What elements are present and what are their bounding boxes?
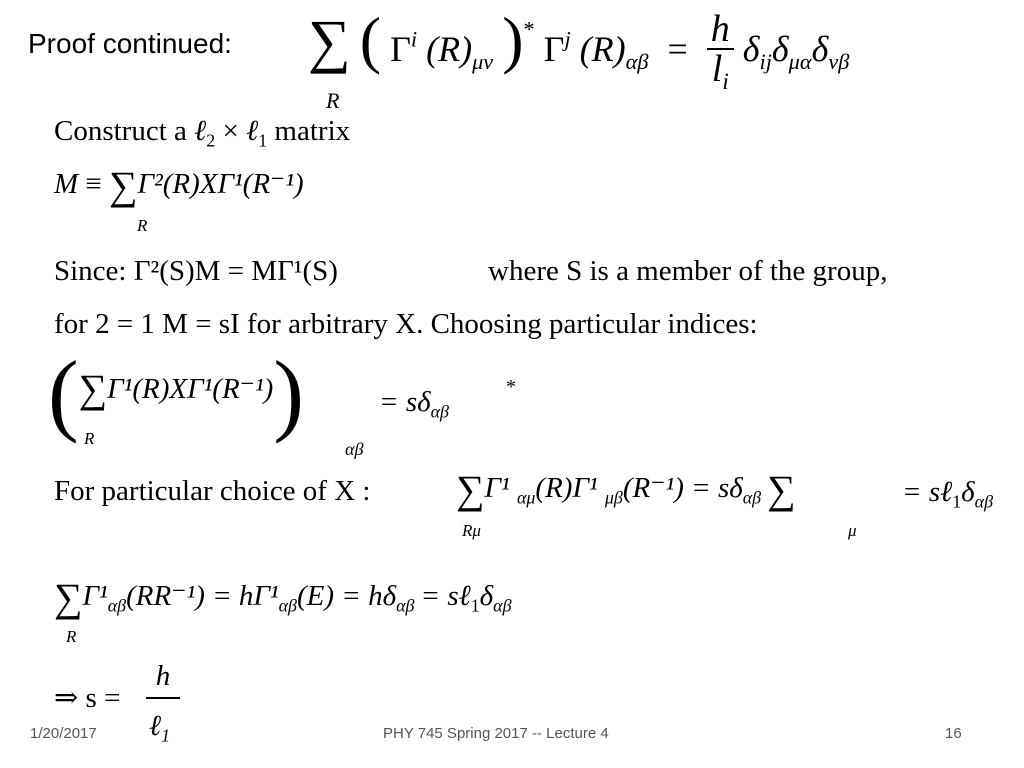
index-munu: μν <box>472 48 494 74</box>
footer-date: 1/20/2017 <box>30 725 97 742</box>
gamma-index-j: j <box>564 26 571 52</box>
times-sign: × <box>215 115 247 147</box>
sum-symbol-6: ∑ <box>54 575 83 620</box>
rhs-sl1-delta <box>902 478 993 510</box>
sum-symbol-4: ∑ <box>456 467 485 512</box>
arg-r-2: (R) <box>579 29 626 69</box>
header-equation <box>308 4 850 96</box>
star-mark: * <box>506 376 516 398</box>
trace-ab1: αβ <box>107 595 127 616</box>
indexed-rhs-main: = sδ <box>379 386 431 418</box>
trace-p4: = sℓ <box>420 580 471 612</box>
gamma-index-i: i <box>410 26 418 52</box>
index-am: αμ <box>516 487 536 508</box>
delta-mualpha-sub: μα <box>788 48 812 74</box>
delta-ij-sub: ij <box>759 48 772 74</box>
trace-one: 1 <box>470 595 480 616</box>
sum-index-r-3: R <box>84 429 95 448</box>
since-line: Since: Γ²(S)M = MΓ¹(S) <box>54 255 338 287</box>
sum-index-r-2: R <box>137 216 148 235</box>
sum-symbol: ∑ <box>308 8 351 74</box>
where-line: where S is a member of the group, <box>488 255 888 287</box>
construct-line <box>54 117 350 149</box>
h-over-l <box>707 10 734 95</box>
l1-sub: 1 <box>258 130 268 151</box>
trace-ab2: αβ <box>278 595 298 616</box>
sum-index-rmu: Rμ <box>462 521 481 540</box>
trace-ab3: αβ <box>396 595 415 616</box>
matrix-text: matrix <box>267 115 351 147</box>
fraction-bar <box>146 697 180 699</box>
delta-nubeta-symbol: δ <box>811 29 829 69</box>
trace-ab4: αβ <box>493 595 512 616</box>
trace-p3: (E) = hδ <box>297 580 397 612</box>
index-mb: μβ <box>604 487 623 508</box>
gamma-symbol: Γ <box>390 29 411 69</box>
delta-mualpha <box>771 29 812 74</box>
equals-sign: = <box>667 29 688 69</box>
delta-nubeta <box>811 29 850 74</box>
footer-page-number: 16 <box>945 725 962 742</box>
m-body: Γ²(R)XΓ¹(R⁻¹) <box>137 168 304 200</box>
m-definition <box>54 163 304 208</box>
rhs-sub-1: 1 <box>952 491 962 512</box>
index-alphabeta: αβ <box>625 48 649 74</box>
sum-index-r: R <box>326 88 340 113</box>
indexed-sum <box>48 342 304 444</box>
denominator-l-symbol: l <box>711 48 723 91</box>
l2-symbol: ℓ <box>194 115 207 147</box>
eq-part-1: Γ¹ <box>484 472 517 504</box>
m-symbol: M <box>54 168 79 200</box>
sum-symbol-2: ∑ <box>109 163 138 208</box>
l1-symbol: ℓ <box>246 115 259 147</box>
result-denominator <box>149 712 170 744</box>
result-denominator-l: ℓ <box>149 710 162 742</box>
delta-mualpha-symbol: δ <box>771 29 789 69</box>
indexed-body: Γ¹(R)XΓ¹(R⁻¹) <box>107 373 274 405</box>
sum-symbol-3: ∑ <box>78 366 108 411</box>
l2-sub: 2 <box>206 130 216 151</box>
footer-course: PHY 745 Spring 2017 -- Lecture 4 <box>383 725 609 742</box>
denominator-l <box>707 50 734 95</box>
trace-p1: Γ¹ <box>82 580 108 612</box>
result-numerator: h <box>155 660 171 692</box>
eq-part-3: (R⁻¹) = sδ <box>622 472 743 504</box>
rhs-index-ab: αβ <box>974 491 994 512</box>
gamma-symbol-2: Γ <box>543 29 565 69</box>
rhs-sl: = sℓ <box>902 476 953 508</box>
arg-r: (R) <box>426 29 473 69</box>
sum-index-mu: μ <box>848 521 857 540</box>
delta-ij <box>742 29 772 74</box>
delta-nubeta-sub: νβ <box>828 48 850 74</box>
indexed-rhs <box>379 388 449 420</box>
trace-line <box>54 575 512 620</box>
slide-title: Proof continued: <box>28 28 232 59</box>
sum-index-r-4: R <box>66 627 77 646</box>
delta-ij-symbol: δ <box>742 29 760 69</box>
big-left-paren: ( <box>48 342 79 444</box>
indexed-rhs-sub: αβ <box>430 401 449 422</box>
outer-index: αβ <box>345 439 364 459</box>
implies-line: ⇒ s = <box>54 682 121 714</box>
trace-p2: (RR⁻¹) = hΓ¹ <box>126 580 279 612</box>
numerator-h: h <box>707 10 734 50</box>
sum-symbol-5: ∑ <box>767 467 796 512</box>
right-paren: ) <box>502 4 524 75</box>
equiv-sign: ≡ <box>78 168 110 200</box>
index-ab: αβ <box>742 487 762 508</box>
particular-choice-eq <box>456 467 796 512</box>
big-right-paren: ) <box>273 342 304 444</box>
left-paren: ( <box>359 4 382 75</box>
construct-text: Construct a <box>54 115 195 147</box>
for-line: for 2 = 1 M = sI for arbitrary X. Choosing particular indices: <box>54 308 758 340</box>
result-denominator-sub: 1 <box>161 725 171 746</box>
eq-part-2: (R)Γ¹ <box>535 472 605 504</box>
trace-p5: δ <box>479 580 494 612</box>
denominator-l-sub: i <box>722 69 729 96</box>
rhs-delta: δ <box>961 476 975 508</box>
particular-choice-text: For particular choice of X : <box>54 475 371 507</box>
conjugate-star: * <box>523 16 535 42</box>
